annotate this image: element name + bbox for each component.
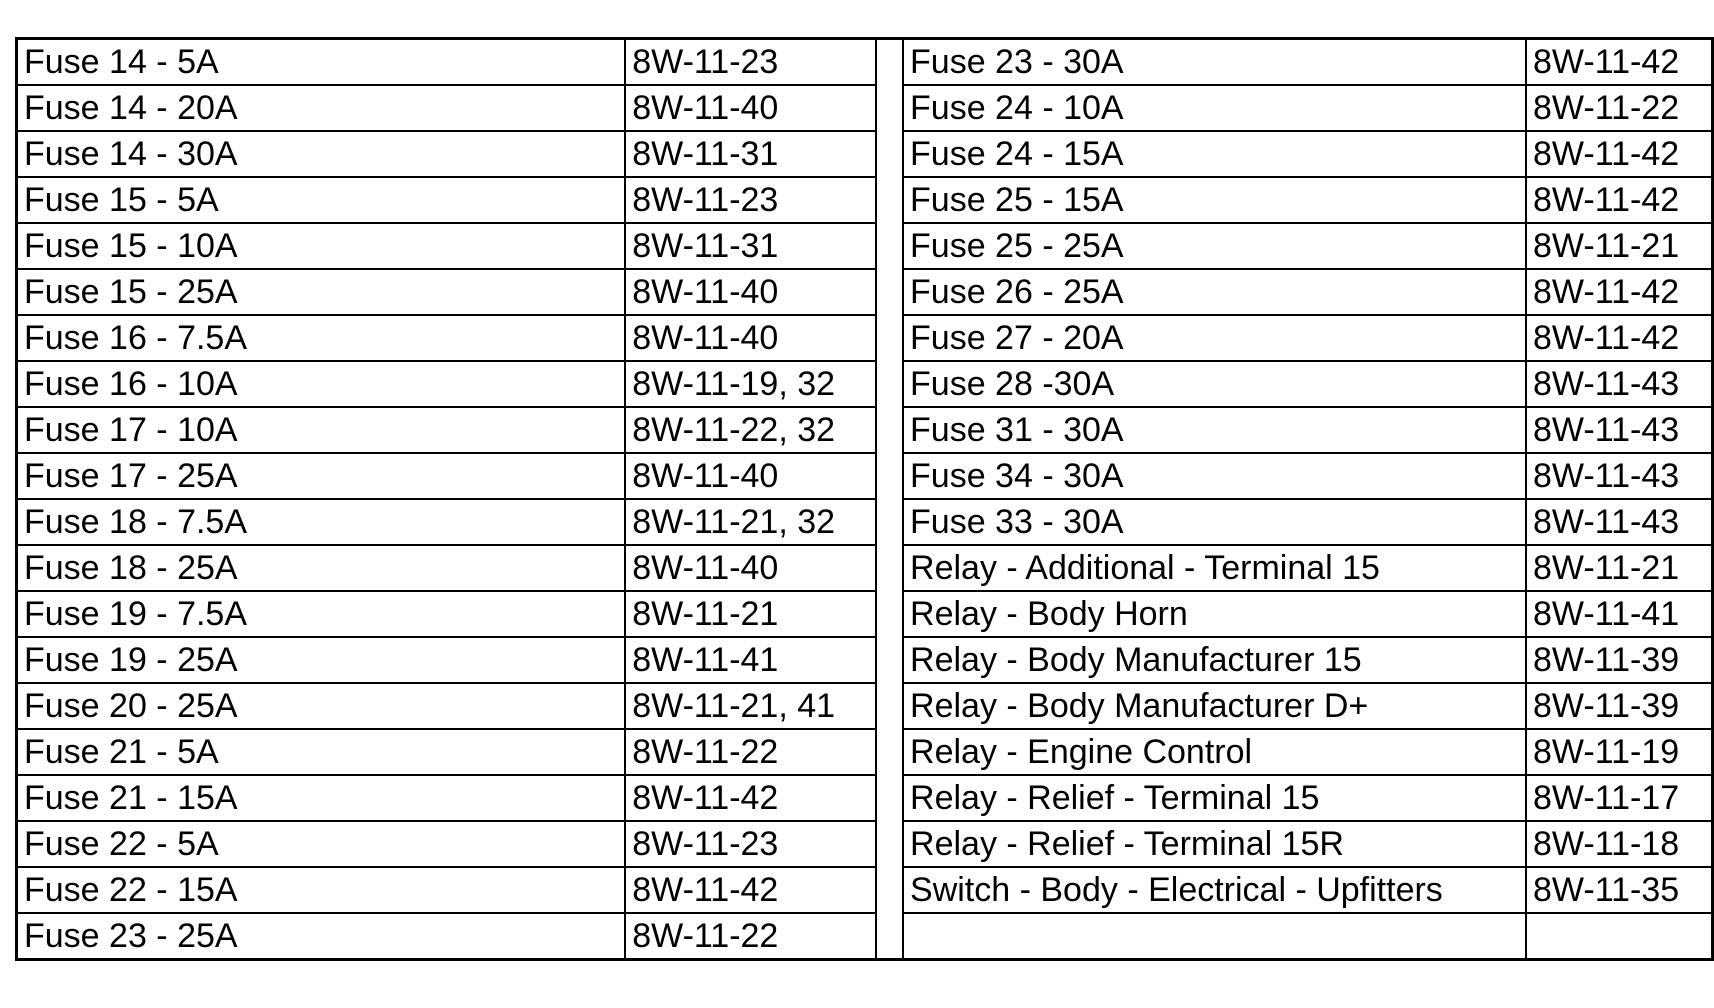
column-gutter [876,545,903,591]
column-gutter [876,499,903,545]
table-row [17,775,1713,821]
left-page-reference: 8W-11-40 [625,453,876,499]
table-row [17,39,1713,86]
right-component-name: Fuse 26 - 25A [903,269,1526,315]
left-component-name: Fuse 22 - 5A [17,821,626,867]
left-component-name: Fuse 18 - 25A [17,545,626,591]
column-gutter [876,913,903,960]
column-gutter [876,821,903,867]
right-page-reference: 8W-11-39 [1526,683,1712,729]
right-component-name: Relay - Additional - Terminal 15 [903,545,1526,591]
left-component-name: Fuse 17 - 10A [17,407,626,453]
left-page-reference: 8W-11-42 [625,867,876,913]
right-page-reference: 8W-11-42 [1526,269,1712,315]
left-component-name: Fuse 15 - 10A [17,223,626,269]
left-component-name: Fuse 23 - 25A [17,913,626,960]
right-component-name: Fuse 34 - 30A [903,453,1526,499]
right-component-name: Fuse 24 - 10A [903,85,1526,131]
table-row [17,821,1713,867]
left-page-reference: 8W-11-21, 32 [625,499,876,545]
table-row [17,591,1713,637]
column-gutter [876,361,903,407]
left-page-reference: 8W-11-19, 32 [625,361,876,407]
table-row [17,361,1713,407]
table-row [17,315,1713,361]
right-page-reference: 8W-11-17 [1526,775,1712,821]
left-page-reference: 8W-11-23 [625,39,876,86]
table-row [17,85,1713,131]
right-component-name: Fuse 33 - 30A [903,499,1526,545]
column-gutter [876,683,903,729]
table-row [17,867,1713,913]
left-page-reference: 8W-11-42 [625,775,876,821]
table-row [17,131,1713,177]
table-row [17,407,1713,453]
table-row [17,545,1713,591]
left-page-reference: 8W-11-21 [625,591,876,637]
left-page-reference: 8W-11-22 [625,913,876,960]
left-page-reference: 8W-11-40 [625,85,876,131]
right-component-name: Relay - Body Manufacturer 15 [903,637,1526,683]
column-gutter [876,637,903,683]
table-row [17,683,1713,729]
right-component-name: Relay - Body Manufacturer D+ [903,683,1526,729]
right-page-reference: 8W-11-21 [1526,545,1712,591]
right-page-reference: 8W-11-42 [1526,131,1712,177]
table-row [17,913,1713,960]
table-row [17,177,1713,223]
right-page-reference: 8W-11-35 [1526,867,1712,913]
left-component-name: Fuse 14 - 20A [17,85,626,131]
column-gutter [876,177,903,223]
column-gutter [876,775,903,821]
right-page-reference [1526,913,1712,960]
left-component-name: Fuse 14 - 5A [17,39,626,86]
left-component-name: Fuse 16 - 10A [17,361,626,407]
left-component-name: Fuse 20 - 25A [17,683,626,729]
right-page-reference: 8W-11-43 [1526,453,1712,499]
left-page-reference: 8W-11-22, 32 [625,407,876,453]
left-component-name: Fuse 15 - 5A [17,177,626,223]
right-page-reference: 8W-11-39 [1526,637,1712,683]
index-table-body [17,39,1713,960]
column-gutter [876,269,903,315]
column-gutter [876,39,903,86]
right-page-reference: 8W-11-42 [1526,315,1712,361]
left-page-reference: 8W-11-22 [625,729,876,775]
right-page-reference: 8W-11-42 [1526,177,1712,223]
left-component-name: Fuse 22 - 15A [17,867,626,913]
column-gutter [876,729,903,775]
column-gutter [876,453,903,499]
column-gutter [876,315,903,361]
right-page-reference: 8W-11-22 [1526,85,1712,131]
left-component-name: Fuse 21 - 5A [17,729,626,775]
right-page-reference: 8W-11-41 [1526,591,1712,637]
right-component-name: Fuse 31 - 30A [903,407,1526,453]
left-page-reference: 8W-11-23 [625,177,876,223]
right-component-name: Fuse 25 - 15A [903,177,1526,223]
table-row [17,269,1713,315]
right-page-reference: 8W-11-42 [1526,39,1712,86]
column-gutter [876,591,903,637]
left-component-name: Fuse 19 - 7.5A [17,591,626,637]
column-gutter [876,85,903,131]
left-component-name: Fuse 14 - 30A [17,131,626,177]
left-component-name: Fuse 17 - 25A [17,453,626,499]
right-page-reference: 8W-11-19 [1526,729,1712,775]
right-page-reference: 8W-11-43 [1526,407,1712,453]
column-gutter [876,131,903,177]
left-page-reference: 8W-11-40 [625,269,876,315]
right-component-name: Fuse 28 -30A [903,361,1526,407]
left-page-reference: 8W-11-40 [625,545,876,591]
table-row [17,453,1713,499]
left-component-name: Fuse 19 - 25A [17,637,626,683]
right-component-name [903,913,1526,960]
right-component-name: Fuse 24 - 15A [903,131,1526,177]
left-component-name: Fuse 16 - 7.5A [17,315,626,361]
left-page-reference: 8W-11-31 [625,131,876,177]
right-component-name: Relay - Relief - Terminal 15R [903,821,1526,867]
left-page-reference: 8W-11-41 [625,637,876,683]
left-component-name: Fuse 18 - 7.5A [17,499,626,545]
right-component-name: Fuse 25 - 25A [903,223,1526,269]
component-index-table [15,37,1714,961]
left-page-reference: 8W-11-21, 41 [625,683,876,729]
left-page-reference: 8W-11-40 [625,315,876,361]
right-component-name: Relay - Relief - Terminal 15 [903,775,1526,821]
right-component-name: Switch - Body - Electrical - Upfitters [903,867,1526,913]
right-page-reference: 8W-11-18 [1526,821,1712,867]
right-component-name: Fuse 23 - 30A [903,39,1526,86]
right-page-reference: 8W-11-43 [1526,499,1712,545]
column-gutter [876,867,903,913]
column-gutter [876,223,903,269]
left-page-reference: 8W-11-31 [625,223,876,269]
right-page-reference: 8W-11-21 [1526,223,1712,269]
right-component-name: Relay - Engine Control [903,729,1526,775]
right-page-reference: 8W-11-43 [1526,361,1712,407]
right-component-name: Fuse 27 - 20A [903,315,1526,361]
column-gutter [876,407,903,453]
right-component-name: Relay - Body Horn [903,591,1526,637]
table-row [17,729,1713,775]
left-component-name: Fuse 21 - 15A [17,775,626,821]
table-row [17,637,1713,683]
table-row [17,499,1713,545]
left-page-reference: 8W-11-23 [625,821,876,867]
table-row [17,223,1713,269]
left-component-name: Fuse 15 - 25A [17,269,626,315]
